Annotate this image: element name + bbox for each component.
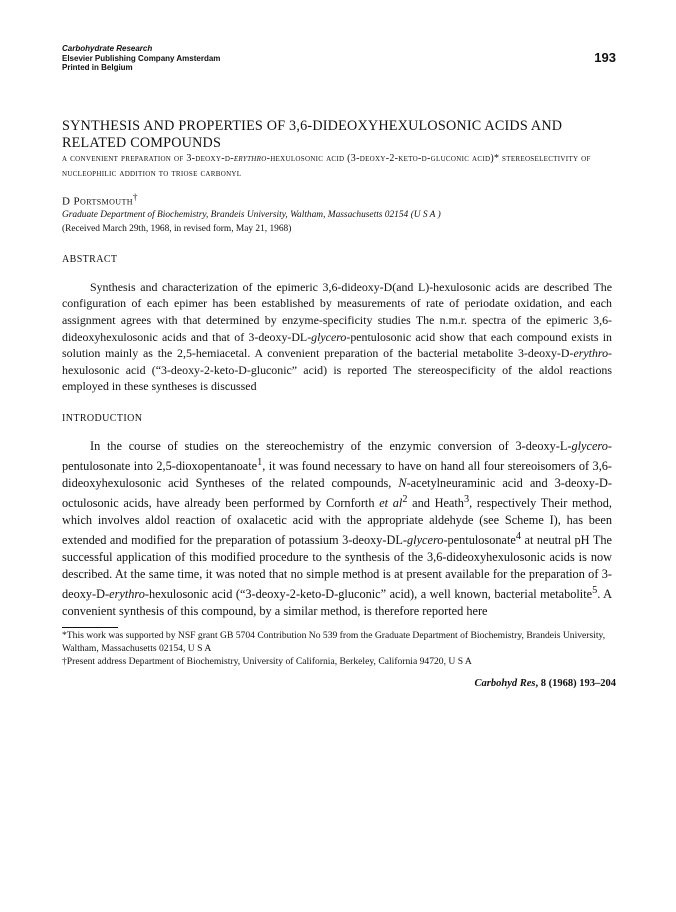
received-dates: (Received March 29th, 1968, in revised form, May 21, 1968) — [62, 223, 292, 234]
publisher-line: Elsevier Publishing Company Amsterdam — [62, 53, 221, 63]
intro-text-9: -hexulosonic acid (“3-deoxy-2-keto-D-gluconic” acid), a well known, bacterial metabolite — [144, 586, 593, 601]
intro-text-4: -acetylneuraminic acid and 3-deoxy-D-octulosonic acids, have already been performed by Cornforth — [62, 475, 612, 510]
abstract-text-3: -hexulosonic acid (“3-deoxy-2-keto-D-gluconic” acid) is reported The stereospecificity of the aldol reactions employed in these syntheses is discussed — [62, 346, 612, 394]
intro-ref-1: 1 — [257, 456, 263, 468]
intro-italic-2: N — [398, 475, 407, 490]
footnote-dagger: †Present address Department of Biochemistry, University of California, Berkeley, California 94720, U S A — [62, 655, 472, 667]
intro-italic-4: glycero — [407, 532, 444, 547]
journal-name: Carbohydrate Research — [62, 44, 153, 53]
author-line — [62, 192, 612, 208]
page-number: 193 — [594, 50, 616, 65]
intro-ref-2: 2 — [402, 493, 408, 505]
author-mark: † — [132, 192, 138, 203]
intro-text-3: , it was found necessary to have on hand all four stereoisomers of 3,6-dideoxyhexulosonic acid Syntheses of the related compounds, — [62, 459, 613, 490]
intro-text-1: In the course of studies on the stereochemistry of the enzymic conversion of 3-deoxy-L- — [90, 439, 572, 453]
introduction-heading: INTRODUCTION — [62, 413, 143, 424]
printed-line: Printed in Belgium — [62, 63, 133, 72]
footnote-star: *This work was supported by NSF grant GB 5704 Contribution No 539 from the Graduate Department of Biochemistry, Brandeis University, Waltham, Massachusetts 02154, U S A — [62, 630, 606, 655]
abstract-italic-1: glycero — [311, 329, 347, 344]
intro-text-5: and Heath — [407, 495, 464, 510]
subtitle-part-a: a convenient preparation of 3-deoxy-d- — [62, 153, 234, 164]
intro-text-8: at neutral pH The successful application of this modified procedure to the synthesis of the 3,6-dideoxyhexulosonic acids is now described. At the same time, it was noted that no simple method is at present available for the preparation of 3-deoxy-D- — [62, 532, 612, 601]
page-header — [62, 44, 616, 104]
article-subtitle — [62, 152, 612, 181]
subtitle-italic: erythro — [233, 153, 267, 164]
abstract-text-2: -pentulosonic acid show that each compound exists in solution mainly as the 2,5-hemiacetal. A convenient preparation of the bacterial metabolite 3-deoxy-D- — [62, 329, 612, 361]
introduction-paragraph — [62, 438, 612, 619]
intro-ref-3: 3 — [463, 493, 470, 505]
intro-text-10: . A convenient synthesis of this compound, by a similar method, is therefore reported here — [62, 586, 612, 618]
intro-text-6: , respectively Their method, which involves aldol reaction of oxalacetic acid with the appropriate aldehyde (see Scheme I), has been extended and modified for the preparation of potassium 3-deoxy-DL- — [62, 495, 612, 547]
abstract-italic-2: erythro — [573, 346, 609, 361]
intro-italic-5: erythro — [109, 586, 145, 601]
footnotes — [62, 630, 612, 668]
citation-detail: , 8 (1968) 193–204 — [535, 678, 616, 690]
author-name: D Portsmouth — [62, 195, 133, 208]
subtitle-part-b: -hexulosonic acid (3-deoxy-2-keto-d-gluconic acid)* stereoselectivity of nucleophilic addition to triose carbonyl — [62, 153, 591, 179]
abstract-paragraph — [62, 279, 612, 395]
intro-italic-1: glycero — [571, 439, 608, 453]
article-title: SYNTHESIS AND PROPERTIES OF 3,6-DIDEOXYHEXULOSONIC ACIDS AND RELATED COMPOUNDS — [62, 118, 563, 151]
intro-text-7: -pentulosonate — [443, 532, 516, 547]
abstract-text-1: Synthesis and characterization of the epimeric 3,6-dideoxy-D(and L)-hexulosonic acids are described The configuration of each epimer has been established by measurements of rate of periodate oxidation, and each assignment agrees with that determined by enzyme-specificity studies The n.m.r. spectra of the epimeric 3,6-dideoxyhexulosonic acids and that of 3-deoxy-DL- — [62, 279, 612, 344]
citation-journal: Carbohyd Res — [474, 678, 536, 690]
journal-citation — [62, 678, 616, 689]
journal-info — [62, 44, 612, 73]
intro-ref-4: 4 — [515, 530, 521, 542]
intro-italic-3: et al — [379, 495, 403, 510]
footnote-rule — [62, 627, 118, 628]
paper-page — [62, 44, 616, 690]
abstract-heading: ABSTRACT — [62, 253, 118, 265]
intro-ref-5: 5 — [592, 584, 598, 596]
intro-text-2: -pentulosonate into 2,5-dioxopentanoate — [62, 439, 612, 473]
author-affiliation: Graduate Department of Biochemistry, Brandeis University, Waltham, Massachusetts 02154 (U S A ) — [62, 209, 441, 220]
